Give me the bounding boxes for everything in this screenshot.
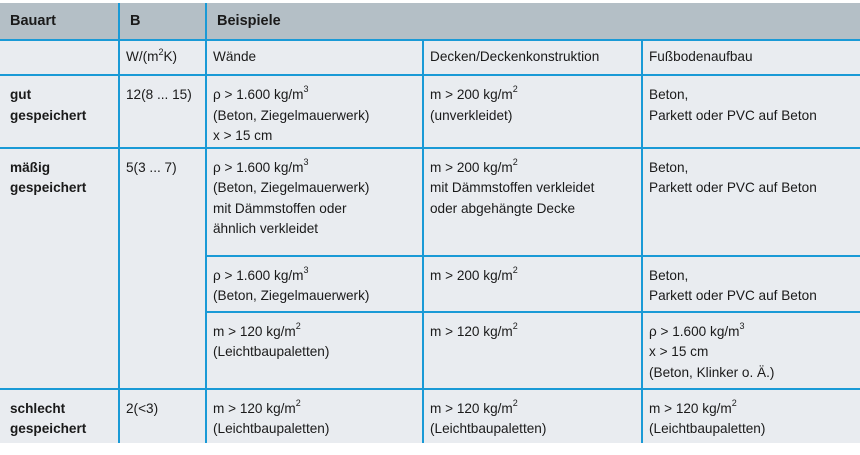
cell-line: (Leichtbaupaletten) [430, 421, 547, 436]
cell-line: Beton, [649, 159, 689, 175]
subheader-empty [0, 40, 119, 75]
waende-gut [206, 75, 423, 148]
decken-schlecht [423, 389, 642, 448]
decken-maessig-1 [423, 148, 642, 256]
subheader-decken: Decken/Deckenkonstruktion [423, 40, 642, 75]
cell-line: ähnlich verkleidet [213, 221, 319, 236]
cell-line: oder abgehängte Decke [430, 200, 576, 216]
bauart-gut [0, 75, 119, 148]
cell-line: (Leichtbaupaletten) [213, 344, 330, 359]
bauart-line: gespeichert [10, 107, 87, 123]
cell-line: ρ > 1.600 $kg/m^3$ [213, 264, 309, 283]
cell-line: Beton, [649, 87, 689, 102]
waende-maessig-3 [206, 312, 423, 389]
header-row [0, 3, 860, 40]
bauart-maessig [0, 148, 119, 389]
storage-classification-table-wrapper [0, 3, 860, 448]
fussboden-gut [642, 75, 860, 148]
cell-line: ρ > 1.600 $kg/m^3$ [649, 320, 745, 339]
cell-line: m > 120 $kg/m^2$ [430, 320, 518, 339]
bauart-line: gespeichert [10, 421, 87, 436]
cell-line: m > 120 $kg/m^2$ [430, 397, 518, 416]
decken-gut [423, 75, 642, 148]
cell-line: x > 15 cm [213, 128, 273, 143]
cell-line: m > 120 $kg/m^2$ [213, 397, 301, 416]
decken-maessig-3 [423, 312, 642, 389]
subheader-b-unit: $W/(m^2K)$ [119, 40, 206, 75]
table-row-gut [0, 75, 860, 148]
cell-line: (unverkleidet) [430, 107, 513, 123]
fussboden-maessig-2 [642, 256, 860, 312]
bauart-line: schlecht [10, 400, 66, 416]
fussboden-schlecht [642, 389, 860, 448]
b-value-schlecht: 2(<3) [119, 389, 206, 448]
b-value-maessig: 5(3 ... 7) [119, 148, 206, 389]
waende-maessig-1 [206, 148, 423, 256]
b-value-gut: 12(8 ... 15) [119, 75, 206, 148]
cell-line: (Beton, Ziegelmauerwerk) [213, 180, 370, 195]
cell-line: (Beton, Ziegelmauerwerk) [213, 107, 370, 123]
bottom-crop-edge [0, 443, 860, 455]
cell-line: mit Dämmstoffen oder [213, 200, 347, 216]
fussboden-maessig-3 [642, 312, 860, 389]
cell-line: (Beton, Klinker o. Ä.) [649, 364, 775, 380]
waende-maessig-2 [206, 256, 423, 312]
cell-line: m > 120 $kg/m^2$ [213, 320, 301, 339]
cell-line: x > 15 cm [649, 344, 709, 359]
subheader-fussboden: Fußbodenaufbau [642, 40, 860, 75]
header-bauart: Bauart [0, 3, 119, 40]
table-row-schlecht [0, 389, 860, 448]
decken-maessig-2 [423, 256, 642, 312]
storage-classification-table [0, 3, 860, 448]
cell-line: (Beton, Ziegelmauerwerk) [213, 288, 370, 303]
fussboden-maessig-1 [642, 148, 860, 256]
bauart-line: gespeichert [10, 180, 87, 195]
cell-line: ρ > 1.600 $kg/m^3$ [213, 84, 309, 102]
header-beispiele: Beispiele [206, 3, 860, 40]
cell-line: (Leichtbaupaletten) [649, 421, 766, 436]
cell-line: (Leichtbaupaletten) [213, 421, 330, 436]
cell-line: Parkett oder PVC auf Beton [649, 107, 817, 123]
cell-line: Parkett oder PVC auf Beton [649, 180, 817, 195]
bauart-line: mäßig [10, 159, 51, 175]
subheader-waende: Wände [206, 40, 423, 75]
cell-line: m > 200 $kg/m^2$ [430, 156, 518, 175]
cell-line: ρ > 1.600 $kg/m^3$ [213, 156, 309, 175]
subheader-row [0, 40, 860, 75]
cell-line: Parkett oder PVC auf Beton [649, 288, 817, 303]
bauart-schlecht [0, 389, 119, 448]
table-row-maessig-1 [0, 148, 860, 256]
bauart-line: gut [10, 87, 32, 102]
cell-line: Beton, [649, 267, 689, 283]
cell-line: m > 120 $kg/m^2$ [649, 397, 737, 416]
header-b: B [119, 3, 206, 40]
waende-schlecht [206, 389, 423, 448]
cell-line: mit Dämmstoffen verkleidet [430, 180, 595, 195]
cell-line: m > 200 $kg/m^2$ [430, 264, 518, 283]
cell-line: m > 200 $kg/m^2$ [430, 84, 518, 102]
